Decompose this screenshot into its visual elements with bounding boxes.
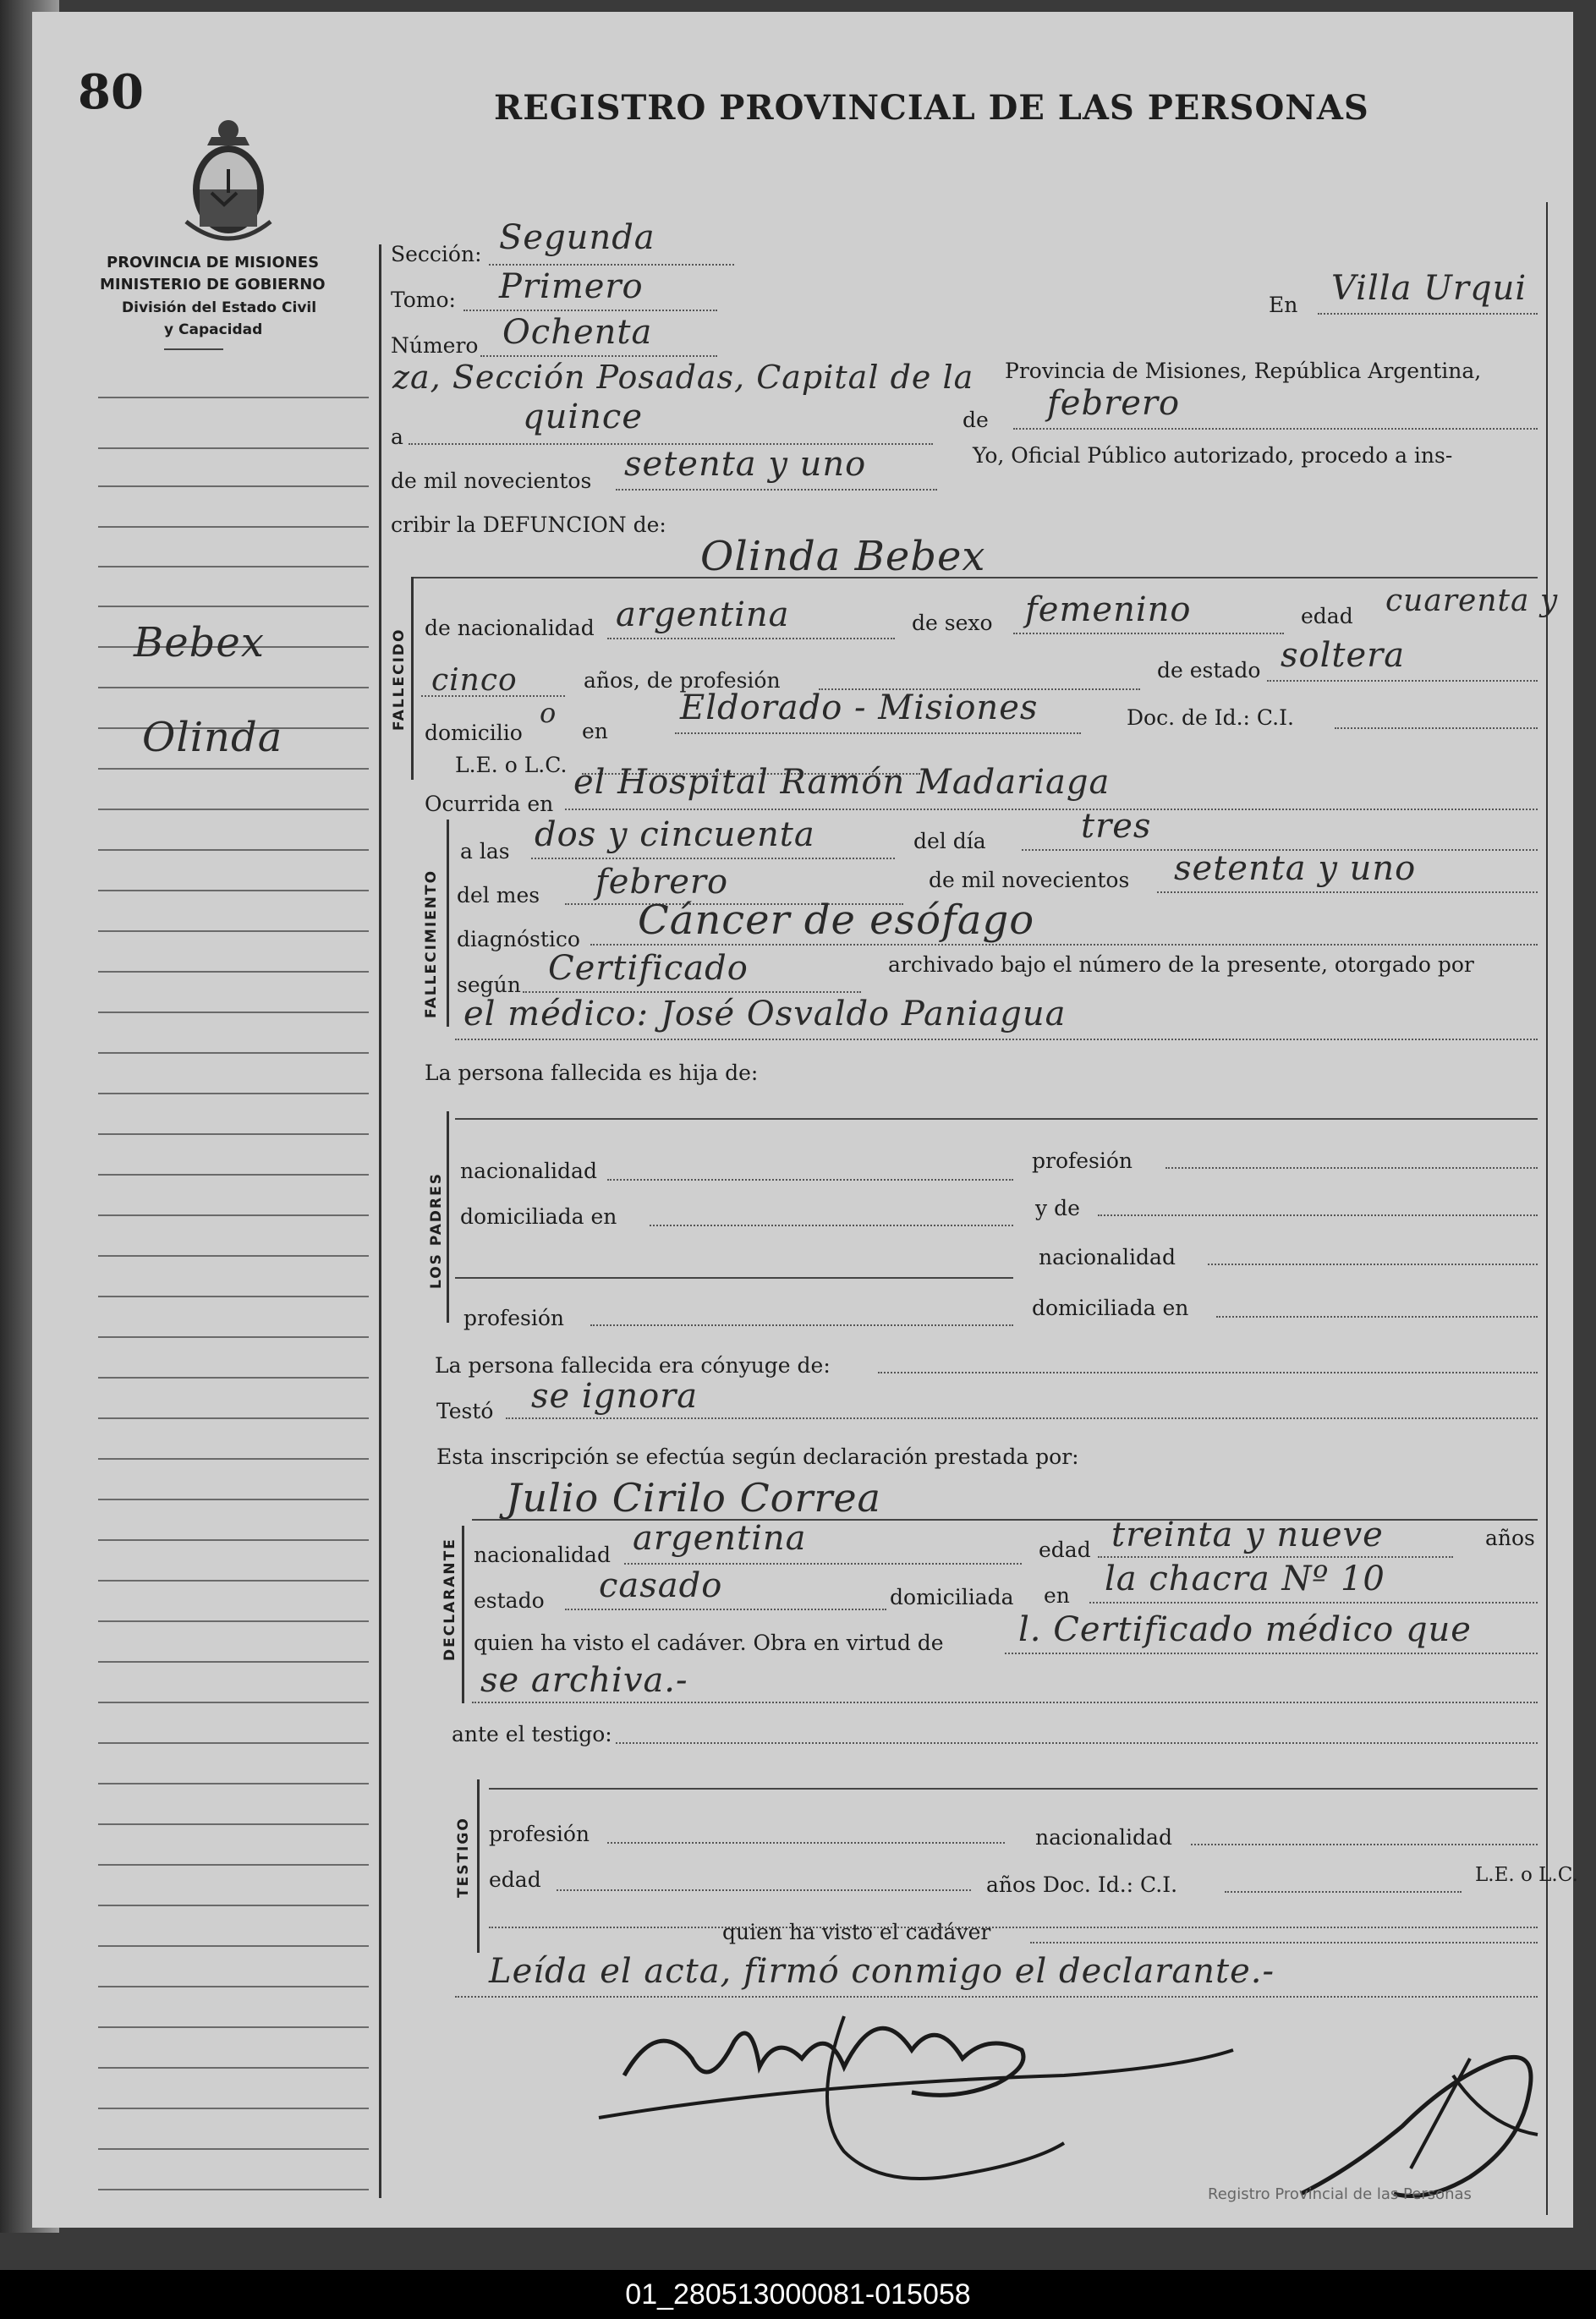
declarante-label: DECLARANTE (442, 1538, 458, 1661)
testigo-visto-label: quien ha visto el cadáver (722, 1920, 991, 1944)
declarante-domiciliada-value: la chacra Nº 10 (1105, 1560, 1385, 1598)
t-visto-line (1030, 1942, 1538, 1943)
segun-line (523, 991, 861, 993)
ocurrida-line (565, 809, 1538, 810)
declarante-nacionalidad-label: nacionalidad (474, 1543, 611, 1567)
numero-line (480, 355, 717, 357)
declarante-bracket (462, 1526, 464, 1703)
seccion-label: Sección: (391, 242, 482, 266)
testigo-profesion-label: profesión (489, 1822, 590, 1846)
p-prof2-line (590, 1324, 1013, 1326)
fallecimiento-label: FALLECIMIENTO (423, 869, 440, 1018)
yo-text: Yo, Oficial Público autorizado, procedo a ins- (973, 443, 1453, 468)
seccion-line (489, 264, 734, 266)
declarante-domiciliada-label: domiciliada (890, 1585, 1014, 1609)
doc-line (1335, 727, 1538, 729)
alas-label: a las (460, 839, 510, 863)
fallecido-bracket (411, 577, 414, 780)
t-doc-line (1225, 1891, 1462, 1893)
domicilio-en-label: en (582, 719, 608, 743)
nacionalidad-label: de nacionalidad (425, 616, 595, 640)
deldia-label: del día (913, 829, 986, 853)
segun-value: Certificado (548, 949, 749, 988)
conyuge-label: La persona fallecida era cónyuge de: (435, 1353, 831, 1378)
delmes-label: del mes (457, 883, 540, 907)
nacionalidad-value: argentina (616, 595, 790, 634)
fallecimiento-bracket (447, 820, 449, 1027)
declarante-estado-label: estado (474, 1588, 545, 1613)
estado-line (1267, 680, 1538, 682)
en-label: En (1269, 293, 1298, 317)
doc-label: Doc. de Id.: C.I. (1127, 705, 1294, 730)
de-label: de (963, 408, 989, 432)
d-visto-line (1005, 1653, 1538, 1654)
edad-value: cuarenta y (1385, 584, 1559, 618)
medico-value: el médico: José Osvaldo Paniagua (463, 995, 1067, 1033)
ocurrida-value: el Hospital Ramón Madariaga (573, 763, 1111, 802)
declaracion-label: Esta inscripción se efectúa según declaración prestada por: (436, 1445, 1079, 1469)
p-dom-line (650, 1225, 1013, 1226)
p-dom2-line (1216, 1316, 1538, 1318)
medico-line (455, 1039, 1538, 1040)
sexo-label: de sexo (912, 611, 993, 635)
de-line (1013, 428, 1538, 430)
declarante-signature (590, 1982, 1284, 2202)
d-estado-line (565, 1609, 886, 1610)
agency-line-4: y Capacidad (164, 321, 263, 338)
domicilio-prefix: o (540, 697, 557, 729)
testo-value: se ignora (531, 1377, 699, 1416)
p-nac-line (607, 1179, 1013, 1181)
testigo-le-lc-label: L.E. o L.C. (1475, 1864, 1578, 1886)
declarante-visto-value: l. Certificado médico que (1018, 1610, 1472, 1649)
conyuge-line (878, 1372, 1538, 1373)
registry-stamp: Registro Provincial de las Personas (1208, 2185, 1472, 2203)
segun-label: según (457, 973, 521, 997)
coat-of-arms-icon (178, 112, 279, 251)
declarante-visto-label: quien ha visto el cadáver. Obra en virtud de (474, 1631, 944, 1655)
t-edad-line (557, 1889, 971, 1891)
testigo-ante-label: ante el testigo: (452, 1722, 612, 1746)
edad-label: edad (1301, 604, 1353, 628)
provincia-text: Provincia de Misiones, República Argentina, (1005, 359, 1482, 383)
closing-text: Leída el acta, firmó conmigo el declarante.- (489, 1952, 1275, 1991)
demil-value: setenta y uno (624, 445, 867, 484)
tomo-line (463, 310, 717, 311)
a-label: a (391, 425, 403, 449)
frame-right-line (1546, 202, 1548, 2215)
declarante-estado-value: casado (599, 1566, 723, 1605)
padres-domiciliada2-label: domiciliada en (1032, 1296, 1189, 1320)
t-ante-line (616, 1742, 1538, 1744)
testigo-nacionalidad-label: nacionalidad (1035, 1825, 1172, 1850)
padres-label: LOS PADRES (428, 1172, 445, 1289)
le-lc-label: L.E. o L.C. (455, 753, 568, 777)
deldia-value: tres (1081, 807, 1152, 846)
en-line (1318, 313, 1538, 315)
nac-line (607, 638, 895, 639)
demil-label: de mil novecientos (391, 469, 592, 493)
margin-surname: Bebex (134, 619, 265, 666)
domicilio-label: domicilio (425, 721, 523, 745)
declarante-visto-continuation: se archiva.- (480, 1661, 688, 1700)
demil-line (616, 489, 937, 491)
agency-line-2: MINISTERIO DE GOBIERNO (100, 276, 326, 293)
padres-profesion-label: profesión (1032, 1149, 1133, 1173)
numero-label: Número (391, 333, 479, 358)
delmes-value: febrero (595, 863, 729, 902)
diagnostico-line (590, 944, 1538, 946)
padres-bracket (447, 1111, 449, 1323)
p-yde-line (1098, 1214, 1538, 1216)
anos-profesion-label: años, de profesión (584, 668, 781, 693)
agency-line-3: División del Estado Civil (122, 299, 317, 316)
padres-intro: La persona fallecida es hija de: (425, 1061, 759, 1085)
demil2-line (1157, 891, 1538, 893)
agency-line-1: PROVINCIA DE MISIONES (107, 254, 320, 271)
diagnostico-label: diagnóstico (457, 927, 580, 951)
sexo-value: femenino (1025, 590, 1192, 629)
tomo-value: Primero (499, 267, 644, 306)
page-number: 80 (78, 64, 144, 120)
image-id-footer: 01_280513000081-015058 (0, 2270, 1596, 2319)
a-value: quince (523, 397, 643, 436)
deceased-name: Olinda Bebex (700, 533, 986, 580)
testigo-anos-label: años Doc. Id.: C.I. (986, 1872, 1178, 1897)
place-continuation: za, Sección Posadas, Capital de la (392, 359, 974, 396)
declarante-name: Julio Cirilo Correa (506, 1475, 881, 1521)
agency-underline (164, 348, 223, 350)
padres-profesion2-label: profesión (463, 1306, 565, 1330)
padres-domiciliada-label: domiciliada en (460, 1204, 617, 1229)
p-nac2-line (1208, 1264, 1538, 1265)
domicilio-line (675, 732, 1081, 734)
archivado-text: archivado bajo el número de la presente, otorgado por (888, 952, 1474, 977)
testo-label: Testó (436, 1399, 494, 1423)
frame-left-line (379, 244, 381, 2198)
diagnostico-value: Cáncer de esófago (638, 896, 1035, 944)
de-value: febrero (1047, 384, 1181, 423)
declarante-anos-label: años (1485, 1526, 1535, 1550)
padres-yde-label: y de (1035, 1196, 1080, 1220)
estado-label: de estado (1157, 658, 1261, 683)
margin-given-name: Olinda (142, 714, 283, 761)
page-title: REGISTRO PROVINCIAL DE LAS PERSONAS (494, 88, 1369, 128)
p-line-mid (455, 1277, 1013, 1279)
testigo-edad-label: edad (489, 1867, 541, 1892)
fallecido-label: FALLECIDO (391, 628, 408, 731)
padres-nacionalidad-label: nacionalidad (460, 1159, 597, 1183)
numero-value: Ochenta (502, 313, 653, 352)
tomo-label: Tomo: (391, 288, 456, 312)
alas-line (531, 858, 895, 859)
padres-line-top (455, 1118, 1538, 1120)
document-page (32, 12, 1578, 2228)
estado-value: soltera (1281, 636, 1406, 675)
testigo-bracket (477, 1779, 480, 1953)
d-nac-line (624, 1563, 1022, 1565)
declarante-edad-value: treinta y nueve (1111, 1516, 1384, 1554)
d-dom-line (1089, 1602, 1538, 1604)
d-edad-line (1098, 1556, 1453, 1558)
declarante-edad-label: edad (1039, 1538, 1091, 1562)
d-cont-line (472, 1702, 1538, 1703)
p-prof-line (1165, 1167, 1538, 1169)
name-line (413, 577, 1538, 578)
t-line-bottom (489, 1927, 1538, 1928)
t-prof-line (607, 1842, 1005, 1844)
fallecimiento-demil-value: setenta y uno (1174, 849, 1417, 888)
t-nac-line (1191, 1844, 1538, 1845)
padres-nacionalidad2-label: nacionalidad (1039, 1245, 1176, 1269)
cribir-text: cribir la DEFUNCION de: (391, 513, 666, 537)
t-line-top (489, 1788, 1538, 1790)
testo-line (506, 1417, 1538, 1419)
declarante-en-label: en (1044, 1583, 1070, 1608)
ocurrida-label: Ocurrida en (425, 792, 554, 816)
seccion-value: Segunda (499, 218, 655, 257)
testigo-label: TESTIGO (455, 1817, 472, 1898)
declarante-nacionalidad-value: argentina (633, 1519, 807, 1558)
domicilio-value: Eldorado - Misiones (680, 688, 1039, 727)
alas-value: dos y cincuenta (535, 815, 815, 854)
fallecimiento-demil-label: de mil novecientos (929, 868, 1130, 892)
en-value: Villa Urqui (1331, 269, 1527, 308)
edad-continuation: cinco (431, 663, 518, 698)
sexo-line (1013, 633, 1284, 634)
